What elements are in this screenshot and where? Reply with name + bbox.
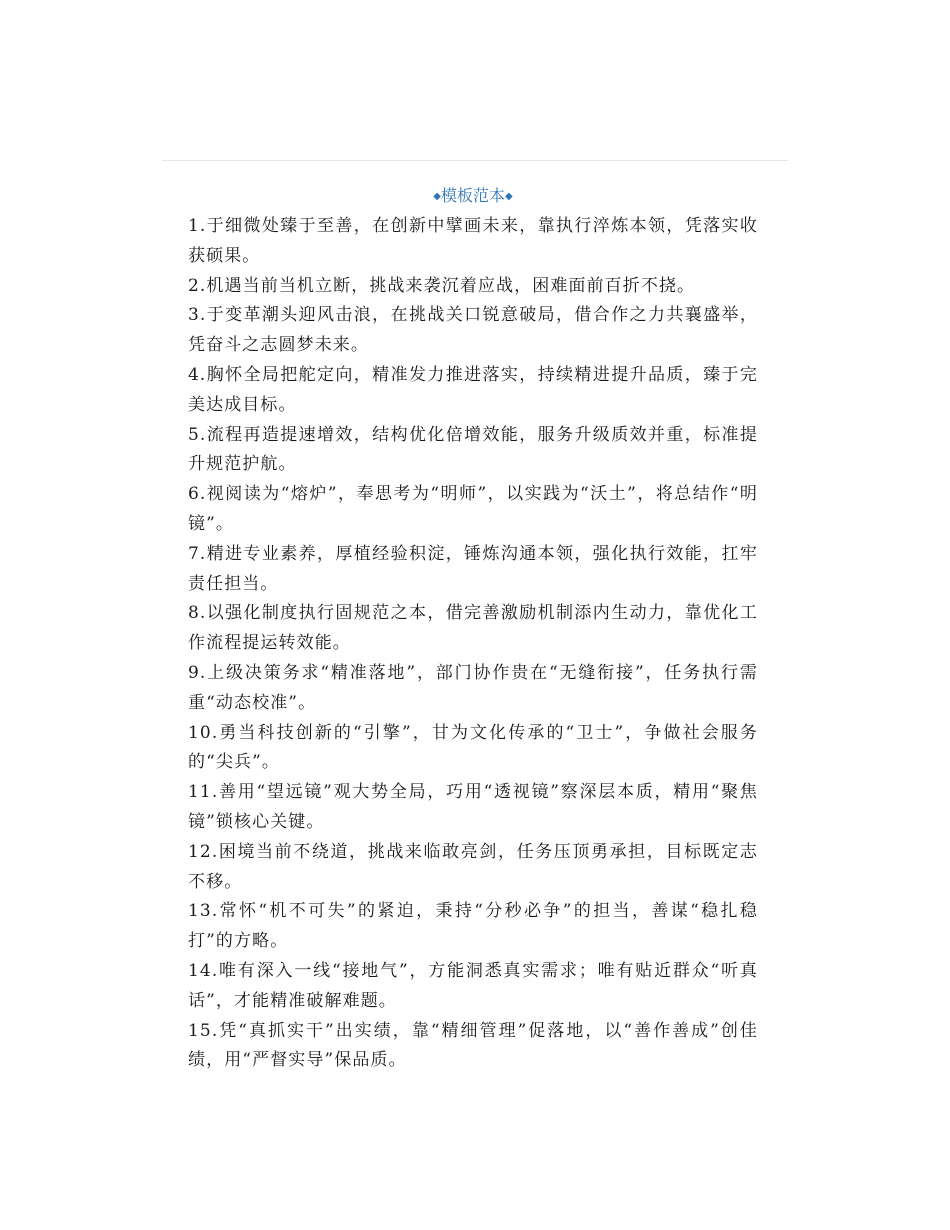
list-item: 6.视阅读为“熔炉”，奉思考为“明师”，以实践为“沃土”，将总结作“明镜”。 xyxy=(188,484,758,534)
header-divider xyxy=(162,160,788,161)
list-item: 9.上级决策务求“精准落地”，部门协作贵在“无缝衔接”，任务执行需重“动态校准”。 xyxy=(188,662,758,713)
list-item: 3.于变革潮头迎风击浪，在挑战关口锐意破局，借合作之力共襄盛举，凭奋斗之志圆梦未来。 xyxy=(188,305,758,356)
list-item: 11.善用“望远镜”观大势全局，巧用“透视镜”察深层本质，精用“聚焦镜”锁核心关键。 xyxy=(188,782,758,832)
diamond-icon: ◆ xyxy=(505,191,513,202)
list-item: 14.唯有深入一线“接地气”，方能洞悉真实需求；唯有贴近群众“听真话”，才能精准破解难题。 xyxy=(188,960,758,1011)
list-item: 1.于细微处臻于至善，在创新中擘画未来，靠执行淬炼本领，凭落实收获硕果。 xyxy=(188,216,758,266)
list-item: 12.困境当前不绕道，挑战来临敢亮剑，任务压顶勇承担，目标既定志不移。 xyxy=(188,841,758,892)
document-body xyxy=(188,212,758,1076)
list-item: 4.胸怀全局把舵定向，精准发力推进落实，持续精进提升品质，臻于完美达成目标。 xyxy=(188,364,758,415)
list-item: 13.常怀“机不可失”的紧迫，秉持“分秒必争”的担当，善谋“稳扎稳打”的方略。 xyxy=(188,901,758,952)
list-item: 2.机遇当前当机立断，挑战来袭沉着应战，困难面前百折不挠。 xyxy=(188,275,696,296)
list-item: 7.精进专业素养，厚植经验积淀，锤炼沟通本领，强化执行效能，扛牢责任担当。 xyxy=(188,543,758,594)
list-item: 10.勇当科技创新的“引擎”，甘为文化传承的“卫士”，争做社会服务的“尖兵”。 xyxy=(188,722,758,773)
document-title: 模板范本 xyxy=(440,186,505,205)
list-item: 8.以强化制度执行固规范之本，借完善激励机制添内生动力，靠优化工作流程提运转效能。 xyxy=(188,603,758,654)
list-item: 5.流程再造提速增效，结构优化倍增效能，服务升级质效并重，标准提升规范护航。 xyxy=(188,424,758,475)
list-item: 15.凭“真抓实干”出实绩，靠“精细管理”促落地，以“善作善成”创佳绩，用“严督实导”保品质。 xyxy=(188,1020,758,1071)
diamond-icon: ◆ xyxy=(433,191,441,202)
document-heading xyxy=(188,184,758,209)
